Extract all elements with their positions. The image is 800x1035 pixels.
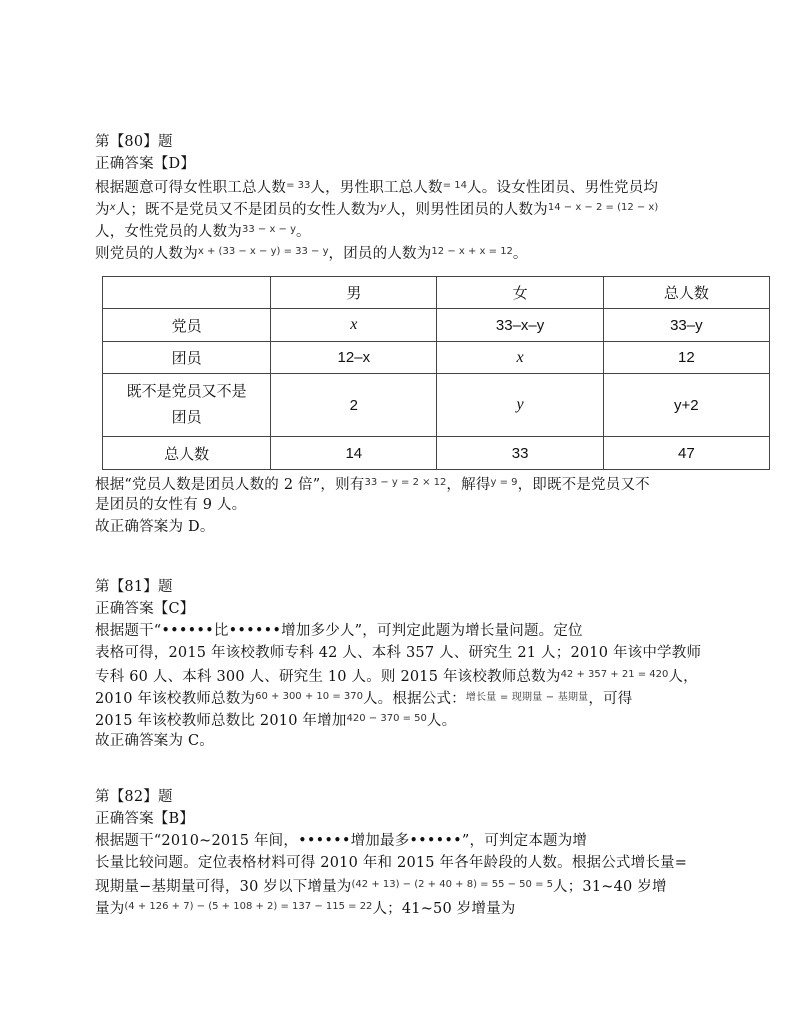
text: 人；既不是党员又不是团员的女性人数为 bbox=[115, 202, 381, 218]
explanation-line bbox=[95, 241, 715, 263]
text: 2010 年该校教师总数为 bbox=[95, 691, 256, 707]
party-member-table bbox=[102, 276, 770, 470]
table-cell: 总人数 bbox=[103, 437, 271, 470]
text: 现期量−基期量可得，30 岁以下增量为 bbox=[95, 879, 352, 895]
text: 人， bbox=[668, 669, 698, 685]
formula: 增长量 = 现期量 − 基期量 bbox=[465, 692, 589, 703]
table-cell: y bbox=[437, 374, 603, 437]
text: ，团员的人数为 bbox=[328, 246, 432, 262]
table-cell: x bbox=[437, 342, 603, 374]
text: 人。设女性团员、男性党员均 bbox=[467, 180, 659, 196]
explanation-line bbox=[95, 874, 715, 896]
text: 人。 bbox=[426, 713, 457, 729]
math: 12 − x + x = 12 bbox=[431, 246, 513, 257]
explanation-line bbox=[95, 686, 715, 708]
question-80 bbox=[95, 131, 715, 263]
text: 量为 bbox=[95, 901, 125, 917]
math: 42 + 357 + 21 = 420 bbox=[560, 669, 669, 680]
table-cell: 团员 bbox=[103, 342, 271, 374]
explanation-line: 是团员的女性有 9 人。 bbox=[95, 497, 247, 513]
table-cell: 2 bbox=[271, 374, 437, 437]
table-row bbox=[103, 437, 770, 470]
explanation-line bbox=[95, 708, 715, 730]
table-cell: 12–x bbox=[271, 342, 437, 374]
table-cell: 33–x–y bbox=[437, 309, 603, 342]
question-heading: 第【82】题 bbox=[95, 789, 173, 805]
table-cell: 男 bbox=[271, 277, 437, 309]
text: 人，男性职工总人数 bbox=[310, 180, 443, 196]
math: y = 9 bbox=[490, 477, 518, 488]
math: 14 − x − 2 = (12 − x) bbox=[547, 202, 659, 213]
table-cell: 女 bbox=[437, 277, 603, 309]
table-cell: 党员 bbox=[103, 309, 271, 342]
explanation-line: 根据题干“••••••比••••••增加多少人”，可判定此题为增长量问题。定位 bbox=[95, 623, 583, 639]
explanation-line bbox=[95, 175, 715, 197]
correct-answer: 正确答案【C】 bbox=[95, 601, 195, 617]
math: y bbox=[380, 202, 387, 213]
table-header-row bbox=[103, 277, 770, 309]
question-82 bbox=[95, 786, 715, 918]
explanation-line bbox=[95, 219, 715, 241]
question-heading: 第【80】题 bbox=[95, 134, 173, 150]
text: ，解得 bbox=[446, 477, 491, 493]
text: 人，女性党员的人数为 bbox=[95, 224, 242, 240]
math: = 14 bbox=[442, 180, 468, 191]
text: ，即既不是党员又不 bbox=[517, 477, 650, 493]
table-row bbox=[103, 309, 770, 342]
final-answer: 故正确答案为 D。 bbox=[95, 519, 215, 535]
table-row bbox=[103, 342, 770, 374]
math: 33 − x − y bbox=[242, 224, 297, 235]
math: x + (33 − x − y) = 33 − y bbox=[197, 246, 329, 257]
table-cell: 47 bbox=[603, 437, 769, 470]
math: x bbox=[109, 202, 116, 213]
table-cell: 14 bbox=[271, 437, 437, 470]
question-81 bbox=[95, 576, 715, 752]
table-cell: 总人数 bbox=[603, 277, 769, 309]
table-cell bbox=[103, 374, 271, 437]
text: 则党员的人数为 bbox=[95, 246, 198, 262]
text: 人，则男性团员的人数为 bbox=[386, 202, 548, 218]
text: 人；41~50 岁增量为 bbox=[372, 901, 516, 917]
text: 2015 年该校教师总数比 2010 年增加 bbox=[95, 713, 347, 729]
text: 。 bbox=[296, 224, 311, 240]
math: (4 + 126 + 7) − (5 + 108 + 2) = 137 − 115 = 22 bbox=[124, 901, 373, 912]
text: 人；31~40 岁增 bbox=[553, 879, 667, 895]
table-cell bbox=[103, 277, 271, 309]
table-cell: 12 bbox=[603, 342, 769, 374]
explanation-line bbox=[95, 664, 715, 686]
explanation-line bbox=[95, 472, 715, 494]
table-cell: 33–y bbox=[603, 309, 769, 342]
text: 根据题意可得女性职工总人数 bbox=[95, 180, 287, 196]
question-80-conclusion bbox=[95, 472, 715, 538]
question-heading: 第【81】题 bbox=[95, 579, 173, 595]
explanation-line bbox=[95, 197, 715, 219]
text: 根据“党员人数是团员人数的 2 倍”，则有 bbox=[95, 477, 365, 493]
correct-answer: 正确答案【B】 bbox=[95, 811, 195, 827]
explanation-line bbox=[95, 896, 715, 918]
math: 60 + 300 + 10 = 370 bbox=[255, 691, 363, 702]
final-answer: 故正确答案为 C。 bbox=[95, 733, 215, 749]
correct-answer: 正确答案【D】 bbox=[95, 156, 196, 172]
table-cell: y+2 bbox=[603, 374, 769, 437]
cell-text: 既不是党员又不是 bbox=[126, 383, 247, 400]
text: 人。根据公式： bbox=[362, 691, 466, 707]
explanation-line: 根据题干“2010~2015 年间，••••••增加最多••••••”，可判定本题为增 bbox=[95, 833, 588, 849]
math: 33 − y = 2 × 12 bbox=[364, 477, 447, 488]
explanation-line: 长量比较问题。定位表格材料可得 2010 年和 2015 年各年龄段的人数。根据公式增长量= bbox=[95, 855, 688, 871]
cell-text: 团员 bbox=[171, 409, 202, 426]
text: ，可得 bbox=[588, 691, 633, 707]
text: 。 bbox=[512, 246, 528, 262]
table-row bbox=[103, 374, 770, 437]
explanation-line: 表格可得，2015 年该校教师专科 42 人、本科 357 人、研究生 21 人；2010 年该中学教师 bbox=[95, 645, 702, 661]
text: 为 bbox=[95, 202, 110, 218]
math: = 33 bbox=[286, 180, 311, 191]
text: 专科 60 人、本科 300 人、研究生 10 人。则 2015 年该校教师总数为 bbox=[95, 669, 561, 685]
table-cell: 33 bbox=[437, 437, 603, 470]
math: 420 − 370 = 50 bbox=[346, 713, 427, 724]
table-cell: x bbox=[271, 309, 437, 342]
math: (42 + 13) − (2 + 40 + 8) = 55 − 50 = 5 bbox=[351, 879, 553, 890]
